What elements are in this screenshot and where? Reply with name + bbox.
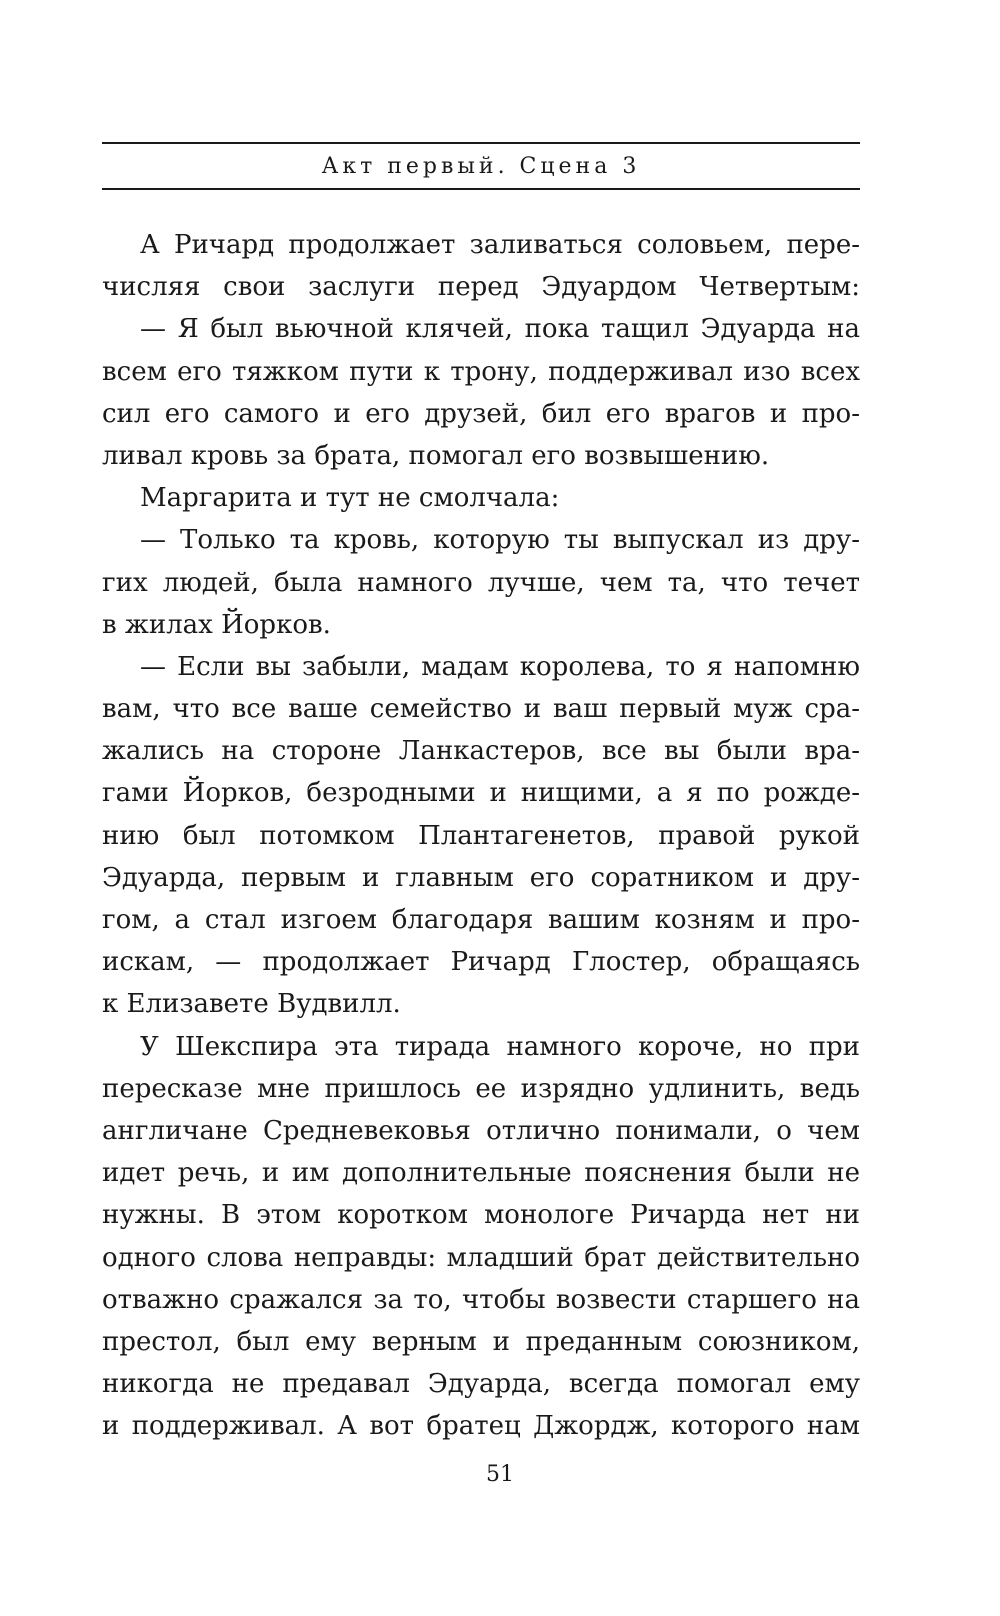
text-line: никогда не предавал Эдуарда, всегда помогал ему [102, 1369, 860, 1400]
text-line: У Шекспира эта тирада намного короче, но при [140, 1031, 860, 1062]
text-line: нию был потомком Плантагенетов, правой рукой [102, 820, 860, 851]
text-line: к Елизавете Вудвилл. [102, 989, 401, 1020]
running-header [102, 142, 860, 190]
text-line: Эдуарда, первым и главным его соратником и дру- [102, 862, 860, 893]
text-line: в жилах Йорков. [102, 609, 331, 640]
text-line: престол, был ему верным и преданным союзником, [102, 1326, 860, 1357]
text-line: англичане Средневековья отлично понимали, о чем [102, 1115, 860, 1146]
text-line: гами Йорков, безродными и нищими, а я по рожде- [102, 778, 860, 809]
text-line: гих людей, была намного лучше, чем та, что течет [102, 567, 860, 598]
text-line: пересказе мне пришлось ее изрядно удлинить, ведь [102, 1073, 860, 1104]
text-line: и поддерживал. А вот братец Джордж, которого нам [102, 1411, 860, 1442]
text-line: — Только та кровь, которую ты выпускал из дру- [140, 525, 860, 556]
text-line: ливал кровь за брата, помогал его возвышению. [102, 440, 770, 471]
text-line: искам, — продолжает Ричард Глостер, обращаясь [102, 947, 860, 978]
text-line: нужны. В этом коротком монологе Ричарда нет ни [102, 1200, 860, 1231]
text-line: — Я был вьючной клячей, пока тащил Эдуарда на [140, 314, 860, 345]
text-line: Маргарита и тут не смолчала: [140, 483, 560, 514]
text-line: гом, а стал изгоем благодаря вашим козням и про- [102, 905, 860, 935]
text-line: — Если вы забыли, мадам королева, то я напомню [140, 651, 860, 682]
running-title: Акт первый. Сцена 3 [321, 153, 641, 179]
text-line: вам, что все ваше семейство и ваш первый муж сра- [102, 694, 860, 725]
page-number: 51 [486, 1462, 514, 1487]
text-line: одного слова неправды: младший брат действительно [102, 1242, 860, 1273]
text-line: А Ричард продолжает заливаться соловьем, пере- [140, 230, 860, 260]
text-line: отважно сражался за то, чтобы возвести старшего на [102, 1284, 860, 1315]
text-line: всем его тяжком пути к трону, поддерживал изо всех [102, 356, 860, 387]
text-line: идет речь, и им дополнительные пояснения были не [102, 1158, 860, 1189]
body-text [102, 224, 860, 1447]
text-line: числяя свои заслуги перед Эдуардом Четвертым: [102, 272, 860, 303]
text-line: жались на стороне Ланкастеров, все вы были вра- [102, 736, 860, 767]
text-line: сил его самого и его друзей, бил его врагов и про- [102, 398, 860, 429]
